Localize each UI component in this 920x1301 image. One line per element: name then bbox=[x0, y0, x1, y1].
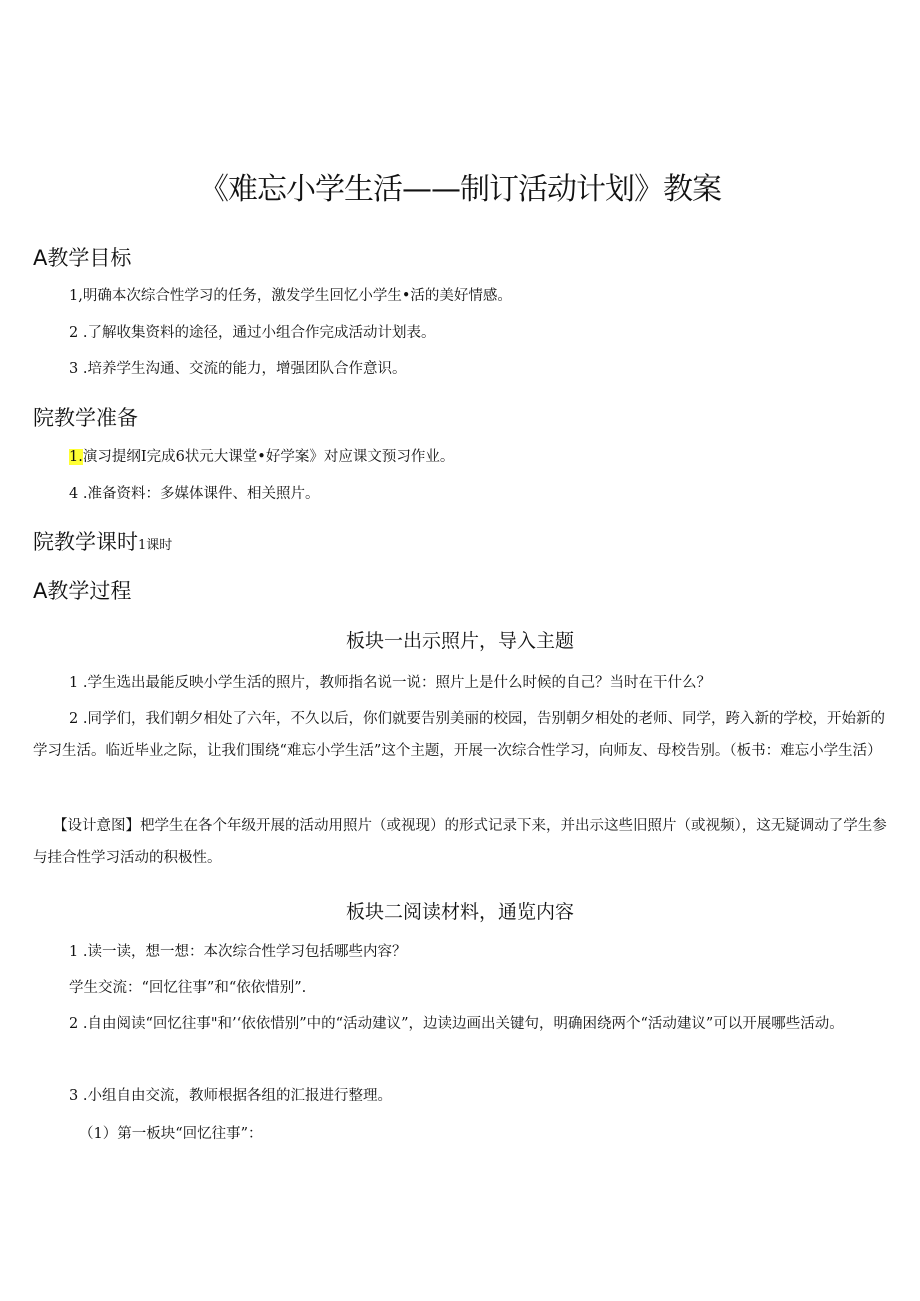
block1-paragraph-1: 1 .学生选出最能反映小学生活的照片，教师指名说一说：照片上是什么时候的自己？当时在干什么？ bbox=[69, 675, 711, 691]
block2-paragraph-5: （1）第一板块“回忆往事”： bbox=[79, 1126, 263, 1142]
highlighted-number: 1. bbox=[69, 449, 83, 465]
block2-paragraph-4: 3 .小组自由交流，教师根据各组的汇报进行整理。 bbox=[69, 1088, 392, 1104]
heading-objectives: A教学目标 bbox=[33, 246, 132, 270]
block2-paragraph-3: 2 .自由阅读“回忆往事"和’‘依依惜别”中的“活动建议”，边读边画出关键句，明确困绕两个“活动建议”可以开展哪些活动。 bbox=[69, 1016, 844, 1032]
heading-preparation: 院教学准备 bbox=[33, 406, 138, 430]
block2-paragraph-2: 学生交流：“回忆往事”和“依依惜别”. bbox=[69, 980, 307, 996]
block1-heading: 板块一出示照片，导入主题 bbox=[345, 630, 574, 652]
heading-hours bbox=[33, 527, 172, 561]
document-title: 《难忘小学生活——制订活动计划》教案 bbox=[199, 172, 721, 207]
preparation-item-2: 4 .准备资料：多媒体课件、相关照片。 bbox=[69, 486, 320, 502]
heading-hours-label: 院教学课时 bbox=[33, 530, 138, 554]
objective-1: 1,明确本次综合性学习的任务，激发学生回忆小学生•活的美好情感。 bbox=[69, 288, 512, 304]
block2-paragraph-1: 1 .读一读，想一想：本次综合性学习包括哪些内容？ bbox=[69, 944, 407, 960]
preparation-item-1-text: 演习提纲I完成6状元大课堂•好学案》对应课文预习作业。 bbox=[82, 449, 455, 465]
hours-value: 1课时 bbox=[138, 538, 173, 553]
preparation-item-1 bbox=[33, 441, 920, 473]
block2-heading: 板块二阅读材料，通览内容 bbox=[345, 901, 574, 923]
heading-process: A教学过程 bbox=[33, 579, 132, 603]
block1-paragraph-2: 2 .同学们，我们朝夕相处了六年，不久以后，你们就要告别美丽的校园，告别朝夕相处的老师、同学，跨入新的学校，开始新的学习生活。临近毕业之际，让我们围绕“难忘小学生活”这个主题，开展一次综合性学习，向师友、母校告别。（板书：难忘小学生活） bbox=[33, 711, 885, 759]
block1-design-intent: 【设计意图】杷学生在各个年级开展的活动用照片（或视现）的形式记录下来，并出示这些旧照片（或视频），这无疑调动了学生参与挂合性学习活动的积极性。 bbox=[33, 818, 887, 866]
objective-3: 3 .培养学生沟通、交流的能力，增强团队合作意识。 bbox=[69, 361, 407, 377]
objective-2: 2 .了解收集资料的途径，通过小组合作完成活动计划表。 bbox=[69, 325, 436, 341]
